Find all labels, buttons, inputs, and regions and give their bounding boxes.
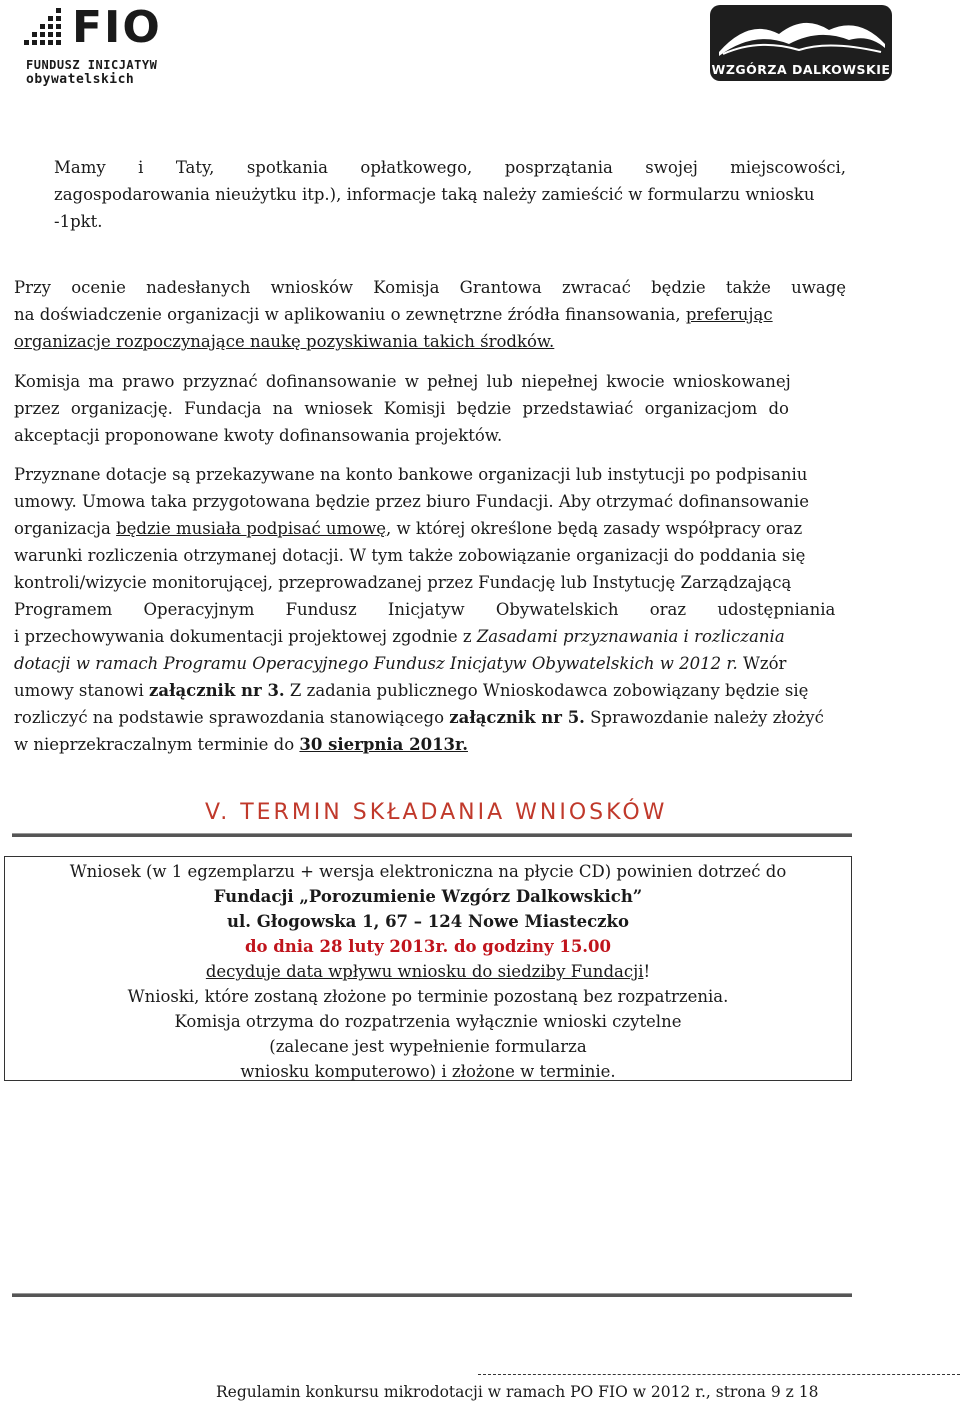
word: swojej [645, 158, 698, 177]
underlined-text: decyduje data wpływu wniosku do siedziby Fundacji [205, 962, 644, 981]
text-run: umowy stanowi [14, 681, 150, 700]
text-run: na doświadczenie organizacji w aplikowaniu o zewnętrzne źródła finansowania, [14, 305, 686, 324]
paragraph-2 [14, 274, 846, 355]
notice-row-8: (zalecane jest wypełnienie formularza [269, 1037, 587, 1056]
text-run: Sprawozdanie należy złożyć [584, 708, 824, 727]
notice-row-9: wniosku komputerowo) i złożone w terminie. [240, 1062, 616, 1081]
paragraph-4-line-5: kontroli/wizycie monitorującej, przeprowadzanej przez Fundację lub Instytucję Zarządzającą [14, 573, 792, 592]
paragraph-4-line-10 [14, 704, 846, 731]
text-run: i przechowywania dokumentacji projektowej zgodnie z [14, 627, 477, 646]
paragraph-4-line-1: Przyznane dotacje są przekazywane na konto bankowe organizacji lub instytucji po podpisaniu [14, 465, 808, 484]
paragraph-2-line-1: Przy ocenie nadesłanych wniosków Komisja Grantowa zwracać będzie także uwagę [14, 278, 846, 297]
paragraph-4-line-2: umowy. Umowa taka przygotowana będzie przez biuro Fundacji. Aby otrzymać dofinansowanie [14, 492, 809, 511]
word: Taty, [175, 158, 215, 177]
notice-address: ul. Głogowska 1, 67 – 124 Nowe Miasteczko [227, 912, 629, 931]
paragraph-4-line-11 [14, 731, 846, 758]
wzgorza-dalkowskie-logo-text: WZGÓRZA DALKOWSKIE [711, 62, 891, 77]
paragraph-1-line-1 [54, 154, 846, 181]
section-title: V. TERMIN SKŁADANIA WNIOSKÓW [205, 800, 668, 825]
word: Mamy [54, 158, 106, 177]
word: spotkania [246, 158, 328, 177]
word: posprzątania [504, 158, 613, 177]
footer-dashed-line [478, 1374, 960, 1375]
notice-row-6: Wnioski, które zostaną złożone po terminie pozostaną bez rozpatrzenia. [127, 987, 729, 1006]
fio-logo-subtitle-1: FUNDUSZ INICJATYW [26, 58, 158, 72]
text-run: Z zadania publicznego Wnioskodawca zobowiązany będzie się [284, 681, 809, 700]
bold-text: załącznik nr 5. [449, 708, 585, 727]
submission-notice-box [4, 856, 852, 1081]
text-run: , w której określone będą zasady współpracy oraz [386, 519, 803, 538]
paragraph-2-line-2 [14, 301, 846, 328]
text-run: ! [643, 962, 651, 981]
paragraph-4-line-9 [14, 677, 846, 704]
italic-text: dotacji w ramach Programu Operacyjnego Fundusz Inicjatyw Obywatelskich w 2012 r. [14, 654, 738, 673]
page-footer: Regulamin konkursu mikrodotacji w ramach PO FIO w 2012 r., strona 9 z 18 [216, 1383, 819, 1401]
fio-logo [22, 2, 184, 87]
paragraph-3-line-3: akceptacji proponowane kwoty dofinansowania projektów. [14, 426, 503, 445]
notice-row-1: Wniosek (w 1 egzemplarzu + wersja elektroniczna na płycie CD) powinien dotrzeć do [69, 862, 787, 881]
fio-logo-subtitle-2: obywatelskich [26, 72, 135, 87]
paragraph-1 [54, 154, 846, 235]
paragraph-4-line-6: Programem Operacyjnym Fundusz Inicjatyw Obywatelskich oraz udostępniania [14, 600, 836, 619]
notice-foundation-name: Fundacji „Porozumienie Wzgórz Dalkowskich” [213, 887, 643, 906]
text-run: rozliczyć na podstawie sprawozdania stanowiącego [14, 708, 450, 727]
paragraph-3-line-1: Komisja ma prawo przyznać dofinansowanie w pełnej lub niepełnej kwocie wnioskowanej [14, 372, 791, 391]
underlined-text: preferując [685, 305, 773, 324]
paragraph-1-line-3: -1pkt. [54, 212, 103, 231]
paragraph-3 [14, 368, 846, 449]
paragraph-4 [14, 461, 846, 758]
section-divider [12, 833, 852, 837]
text-run: organizacja [14, 519, 117, 538]
deadline-date: 30 sierpnia 2013r. [299, 735, 468, 754]
fio-logo-text: FIO [72, 2, 162, 53]
word: miejscowości, [730, 158, 846, 177]
word: i [138, 158, 144, 177]
paragraph-1-line-2: zagospodarowania nieużytku itp.), informacje taką należy zamieścić w formularzu wniosku [54, 185, 815, 204]
paragraph-4-line-8 [14, 650, 846, 677]
italic-text: Zasadami przyznawania i rozliczania [476, 627, 785, 646]
paragraph-4-line-4: warunki rozliczenia otrzymanej dotacji. W tym także zobowiązanie organizacji do poddania się [14, 546, 806, 565]
word: opłatkowego, [360, 158, 473, 177]
bold-text: załącznik nr 3. [149, 681, 285, 700]
text-run: Wzór [737, 654, 787, 673]
underlined-text: będzie musiała podpisać umowę [116, 519, 387, 538]
footer-divider [12, 1293, 852, 1297]
paragraph-4-line-7 [14, 623, 846, 650]
paragraph-4-line-3 [14, 515, 846, 542]
notice-deadline: do dnia 28 luty 2013r. do godziny 15.00 [244, 937, 612, 956]
notice-row-5 [5, 959, 851, 984]
wzgorza-dalkowskie-logo [709, 4, 893, 82]
paragraph-3-line-2: przez organizację. Fundacja na wniosek Komisji będzie przedstawiać organizacjom do [14, 399, 789, 418]
paragraph-2-line-3: organizacje rozpoczynające naukę pozyskiwania takich środków. [14, 332, 555, 351]
notice-row-7: Komisja otrzyma do rozpatrzenia wyłącznie wnioski czytelne [174, 1012, 682, 1031]
fio-dots-icon [22, 6, 66, 50]
text-run: w nieprzekraczalnym terminie do [14, 735, 300, 754]
